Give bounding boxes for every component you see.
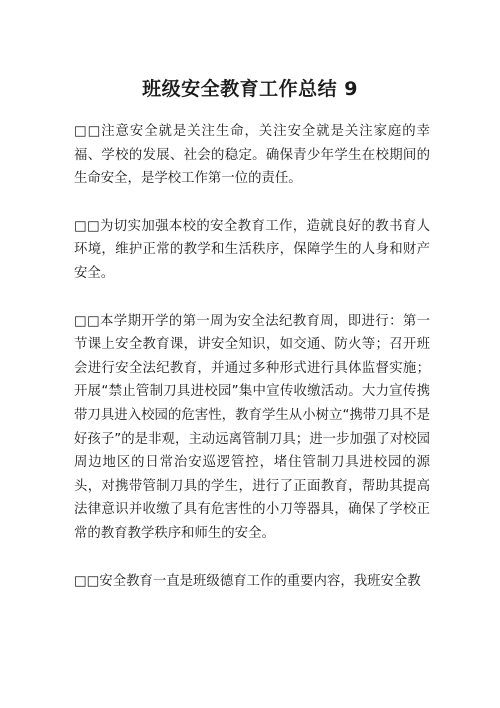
paragraph: □□为切实加强本校的安全教育工作，造就良好的教书育人环境，维护正常的教学和生活秩序，保障学生的人身和财产安全。 bbox=[74, 218, 430, 281]
document-body bbox=[74, 120, 430, 617]
paragraph: □□本学期开学的第一周为安全法纪教育周，即进行：第一节课上安全教育课，讲安全知识，如交通、防火等；召开班会进行安全法纪教育，并通过多种形式进行具体监督实施；开展“禁止管制刀具进校园”集中宣传收缴活动。大力宣传携带刀具进入校园的危害性，教育学生从小树立“携带刀具不是好孩子”的是非观，主动远离管制刀具；进一步加强了对校园周边地区的日常治安巡逻管控，堵住管制刀具进校园的源头，对携带管制刀具的学生，进行了正面教育，帮助其提高法律意识并收缴了具有危害性的小刀等器具，确保了学校正常的教育教学秩序和师生的安全。 bbox=[74, 313, 430, 541]
document-title: 班级安全教育工作总结 9 bbox=[142, 78, 358, 100]
paragraph: □□安全教育一直是班级德育工作的重要内容，我班安全教 bbox=[74, 573, 421, 589]
paragraph: □□注意安全就是关注生命，关注安全就是关注家庭的幸福、学校的发展、社会的稳定。确保青少年学生在校期间的生命安全，是学校工作第一位的责任。 bbox=[74, 124, 430, 187]
